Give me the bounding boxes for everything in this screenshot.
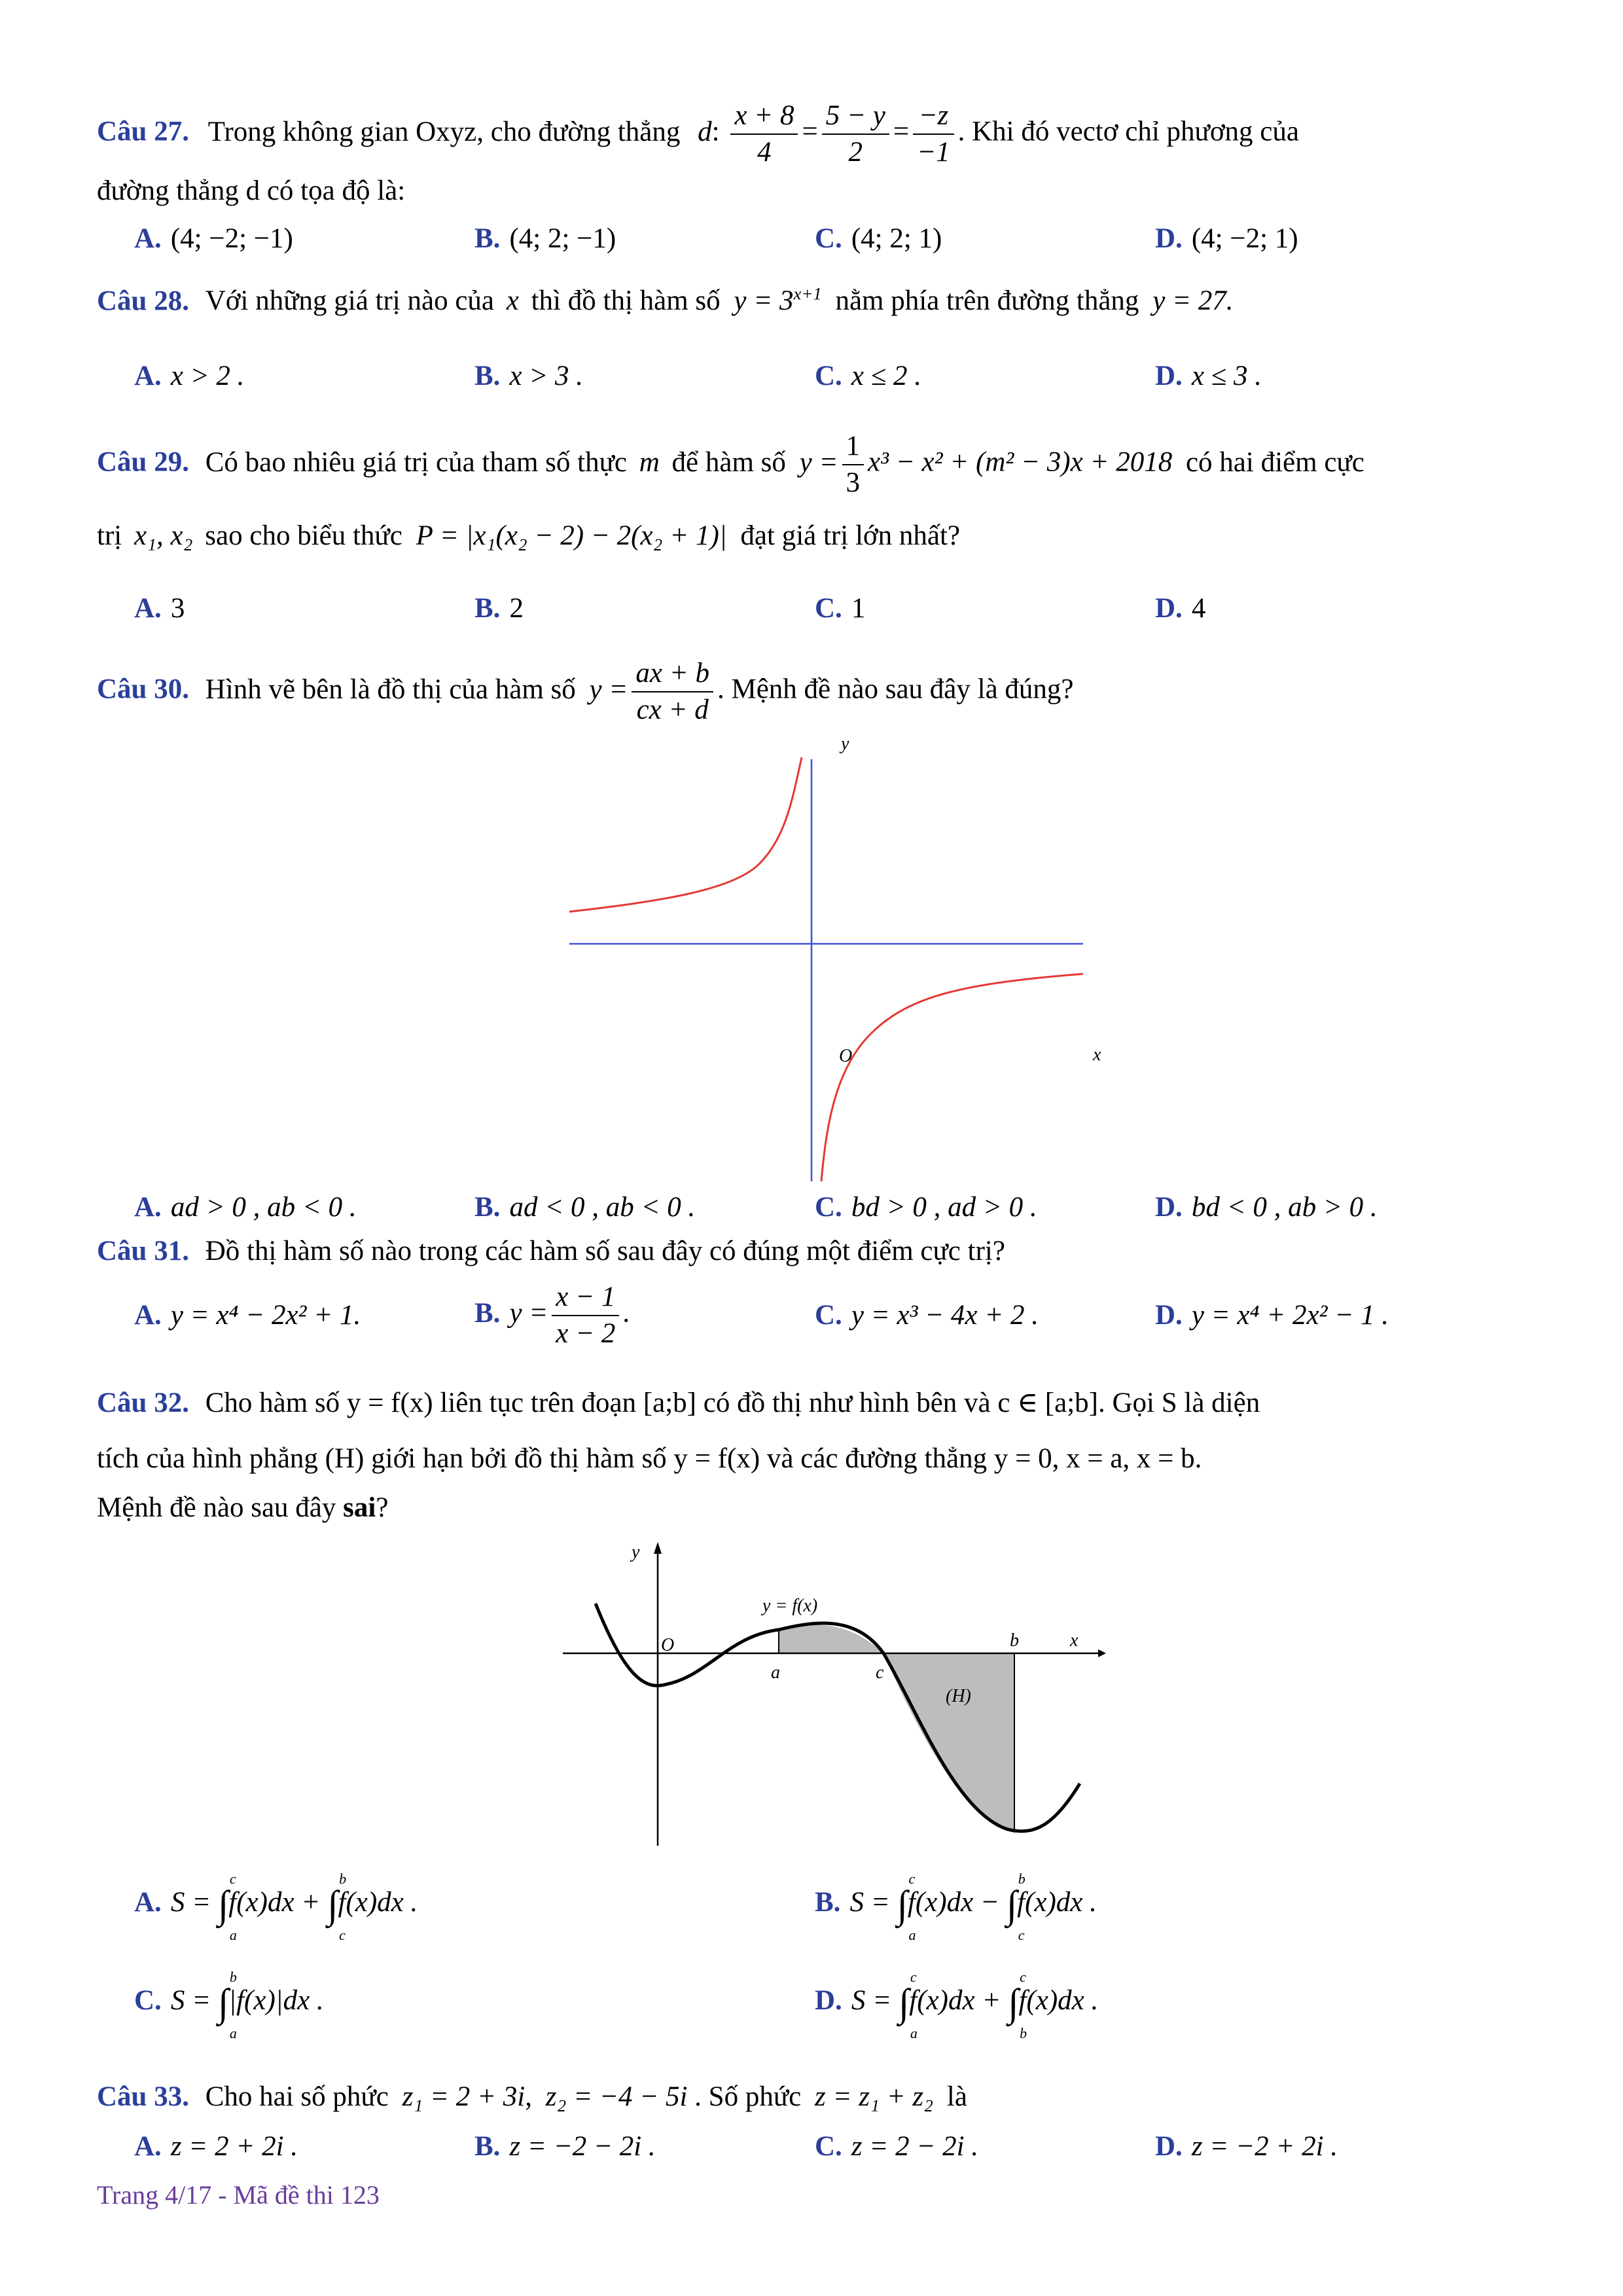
q31-line1: Câu 31. Đồ thị hàm số nào trong các hàm số sau đây có đúng một điểm cực trị?: [97, 1236, 1005, 1266]
q30-x-label: x: [1093, 1045, 1101, 1065]
integral-icon: ∫ b a: [217, 1969, 237, 2041]
q29-option-d[interactable]: D. 4: [1155, 593, 1206, 624]
page-footer: Trang 4/17 - Mã đề thi 123: [97, 2180, 380, 2210]
q28-label: Câu 28.: [97, 285, 189, 317]
q27-text: Trong không gian Oxyz, cho đường thẳng: [207, 116, 681, 147]
q30-left-branch: [569, 757, 802, 912]
integral-icon: ∫ b c: [327, 1871, 347, 1943]
q30-option-a[interactable]: A. ad > 0 , ab < 0 .: [134, 1192, 357, 1223]
q30-option-d[interactable]: D. bd < 0 , ab > 0 .: [1155, 1192, 1378, 1223]
q33-label: Câu 33.: [97, 2081, 189, 2112]
q27-line2: đường thẳng d có tọa độ là:: [97, 175, 406, 206]
q28-option-c[interactable]: C. x ≤ 2 .: [815, 361, 921, 391]
q32-x-label: x: [1070, 1630, 1079, 1651]
q32-option-b[interactable]: B. S = ∫ c a f(x)dx − ∫ b c f(x)dx .: [815, 1871, 1097, 1943]
integral-icon: ∫ b c: [1006, 1871, 1026, 1943]
q32-b-label: b: [1010, 1630, 1019, 1651]
q30-label: Câu 30.: [97, 673, 189, 705]
q28-option-b[interactable]: B. x > 3 .: [474, 361, 584, 391]
q27-frac3: $\frac{-z}{-1}$: [913, 98, 954, 170]
integral-icon: ∫ c a: [898, 1969, 918, 2041]
q27-label: Câu 27.: [97, 116, 189, 147]
q31-option-b[interactable]: B. y = $\frac{x - 1}{x - 2}$ .: [474, 1280, 630, 1352]
q29-expr: P = |x₁(x₂ − 2) − 2(x₂ + 1)|: [416, 520, 727, 551]
q31-label: Câu 31.: [97, 1236, 189, 1266]
q32-line1: Câu 32. Cho hàm số y = f(x) liên tục trên đoạn [a;b] có đồ thị như hình bên và c ∈ [a;b]. Gọi S là diện: [97, 1388, 1260, 1418]
q28-option-d[interactable]: D. x ≤ 3 .: [1155, 361, 1262, 391]
q31-option-d[interactable]: D. y = x⁴ + 2x² − 1 .: [1155, 1300, 1389, 1331]
q29-frac: $\frac{1}{3}$: [842, 429, 865, 501]
q31-option-a[interactable]: A. y = x⁴ − 2x² + 1.: [134, 1300, 361, 1331]
q29-option-b[interactable]: B. 2: [474, 593, 524, 624]
integral-icon: ∫ c b: [1008, 1969, 1027, 2041]
q32-label: Câu 32.: [97, 1388, 189, 1418]
q27-line1: Câu 27. Trong không gian Oxyz, cho đường thẳng d: $\frac{x + 8}{4}$ = $\frac{5 - y}{2}$ = $\frac{-z}{-1}$ . Khi đó vectơ chỉ phương của: [97, 98, 1299, 170]
q32-y-arrow: [654, 1542, 662, 1554]
q32-region-H: [883, 1653, 1014, 1833]
q29-option-a[interactable]: A. 3: [134, 593, 185, 624]
q27-frac1: $\frac{x + 8}{4}$: [730, 98, 798, 170]
q30-origin-label: O: [839, 1046, 853, 1066]
q30-right-branch: [821, 974, 1083, 1181]
q32-H-label: (H): [946, 1686, 971, 1706]
q27-option-c[interactable]: C. (4; 2; 1): [815, 223, 942, 254]
q29-line1: Câu 29. Có bao nhiêu giá trị của tham số thực m để hàm số y = $\frac{1}{3}$ x³ − x² + (m² − 3)x + 2018 có hai điểm cực: [97, 429, 1364, 501]
q29-poly: x³ − x² + (m² − 3)x + 2018: [868, 446, 1173, 478]
q33-line1: Câu 33. Cho hai số phức z₁ = 2 + 3i, z₂ = −4 − 5i . Số phức z = z₁ + z₂ là: [97, 2081, 967, 2112]
q32-option-c[interactable]: C. S = ∫ b a |f(x)|dx .: [134, 1969, 324, 2041]
q32-curve-label: y = f(x): [762, 1596, 818, 1616]
integral-icon: ∫ c a: [897, 1871, 916, 1943]
integral-icon: ∫ c a: [217, 1871, 237, 1943]
q32-line3: Mệnh đề nào sau đây sai?: [97, 1492, 389, 1523]
q32-y-label: y: [632, 1542, 640, 1562]
q30-option-b[interactable]: B. ad < 0 , ab < 0 .: [474, 1192, 696, 1223]
q30-line1: Câu 30. Hình vẽ bên là đồ thị của hàm số y = $\frac{ax + b}{cx + d}$ . Mệnh đề nào sau đây là đúng?: [97, 656, 1074, 728]
q27-d: d: [698, 116, 712, 147]
q33-option-b[interactable]: B. z = −2 − 2i .: [474, 2131, 656, 2162]
q32-a-label: a: [771, 1662, 780, 1683]
q29-line2: trị x₁, x₂ sao cho biểu thức P = |x₁(x₂ − 2) − 2(x₂ + 1)| đạt giá trị lớn nhất?: [97, 520, 961, 551]
q32-option-d[interactable]: D. S = ∫ c a f(x)dx + ∫ c b f(x)dx .: [815, 1969, 1099, 2041]
q32-line2: tích của hình phẳng (H) giới hạn bởi đồ thị hàm số y = f(x) và các đường thẳng y = 0, x = a, x = b.: [97, 1443, 1202, 1474]
q32-x-arrow: [1098, 1649, 1106, 1657]
q28-option-a[interactable]: A. x > 2 .: [134, 361, 245, 391]
q30-option-c[interactable]: C. bd > 0 , ad > 0 .: [815, 1192, 1037, 1223]
q33-option-c[interactable]: C. z = 2 − 2i .: [815, 2131, 979, 2162]
q29-label: Câu 29.: [97, 446, 189, 478]
q32-origin-label: O: [661, 1635, 675, 1655]
q32-graph: [563, 1538, 1106, 1852]
q27-option-b[interactable]: B. (4; 2; −1): [474, 223, 616, 254]
q30-graph: [543, 730, 1119, 1188]
q27-option-a[interactable]: A. (4; −2; −1): [134, 223, 293, 254]
q30-frac: $\frac{ax + b}{cx + d}$: [632, 656, 713, 728]
q33-option-a[interactable]: A. z = 2 + 2i .: [134, 2131, 298, 2162]
q27-frac2: $\frac{5 - y}{2}$: [822, 98, 889, 170]
q31-option-c[interactable]: C. y = x³ − 4x + 2 .: [815, 1300, 1039, 1331]
q32-c-label: c: [876, 1662, 884, 1683]
q32-option-a[interactable]: A. S = ∫ c a f(x)dx + ∫ b c f(x)dx .: [134, 1871, 418, 1943]
q29-option-c[interactable]: C. 1: [815, 593, 866, 624]
q28-func: $y = 3^{x+1}$: [734, 284, 822, 317]
q27-text-b: . Khi đó vectơ chỉ phương của: [957, 116, 1299, 147]
q28-line1: Câu 28. Với những giá trị nào của x thì đồ thị hàm số $y = 3^{x+1}$ nằm phía trên đường thẳng y = 27.: [97, 284, 1234, 317]
q27-option-d[interactable]: D. (4; −2; 1): [1155, 223, 1298, 254]
q33-option-d[interactable]: D. z = −2 + 2i .: [1155, 2131, 1338, 2162]
q30-y-label: y: [841, 734, 849, 754]
